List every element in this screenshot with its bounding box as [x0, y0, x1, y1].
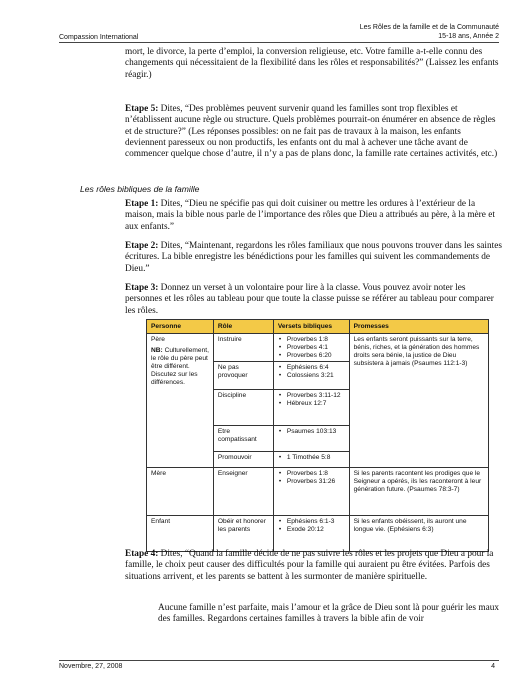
header-divider — [59, 42, 499, 43]
column-header: Versets bibliques — [273, 320, 349, 334]
step-text: Donnez un verset à un volontaire pour lire à la classe. Vous pouvez avoir noter les personnes et les rôles au tableau pour que toute la classe puisse se référer au tableau pour comparer les rôles. — [125, 283, 494, 316]
paragraph-step-3 — [125, 283, 503, 317]
verse-ref: • Proverbes 31:26 — [287, 478, 345, 486]
step-label: Etape 4: — [125, 549, 159, 559]
verse-ref: • Ephésiens 6:1-3 — [287, 518, 345, 526]
step-label: Etape 3: — [125, 283, 159, 293]
note-text: Culturellement, le rôle du père peut être différent. Discutez sur les différences. — [151, 347, 209, 386]
verse-ref: • Proverbes 6:20 — [287, 352, 345, 360]
role-item: Instruire — [217, 336, 242, 343]
table-header-row — [147, 320, 489, 334]
paragraph-intro: mort, le divorce, la perte d’emploi, la conversion religieuse, etc. Votre famille a-t-elle connu des changements qui nécessitaient de la flexibilité dans les rôles et responsabilités?” (Laissez les enfants réagir.) — [125, 47, 499, 80]
header-title: Les Rôles de la famille et de la Communauté — [359, 24, 499, 31]
role-item: Enseigner — [213, 468, 273, 516]
section-title: Les rôles bibliques de la famille — [80, 184, 200, 194]
person-name: Enfant — [147, 516, 214, 552]
column-header: Personne — [147, 320, 214, 334]
role-item: Obéir et honorer les parents — [213, 516, 273, 552]
step-text: Dites, “Dieu ne spécifie pas qui doit cuisiner ou mettre les ordures à l’extérieur de la maison, mais la bible nous parle de l’importance des rôles que Dieu a attribués au père, à la mère et aux enfants.” — [125, 199, 495, 232]
role-item: Ne pas provoquer — [214, 361, 273, 389]
table-row-mother — [147, 468, 489, 516]
step-label: Etape 2: — [125, 241, 159, 251]
promise-cell: Si les enfants obéissent, ils auront une longue vie. (Ephésiens 6:3) — [349, 516, 488, 552]
verse-group — [274, 361, 349, 389]
header-organization: Compassion International — [59, 34, 139, 41]
verse-ref: • Psaumes 103:13 — [287, 428, 345, 436]
column-header: Rôle — [213, 320, 273, 334]
role-item: Discipline — [214, 389, 273, 425]
table-row-father — [147, 334, 489, 468]
note-label: NB: — [151, 347, 163, 354]
verses-cell — [273, 468, 349, 516]
table-row-child — [147, 516, 489, 552]
verse-ref: • Proverbes 3:11-12 — [287, 392, 345, 400]
header-subtitle: 15-18 ans, Année 2 — [438, 33, 499, 40]
step-label: Etape 5: — [125, 104, 159, 114]
role-item: Promouvoir — [214, 451, 273, 465]
person-name: Mère — [147, 468, 214, 516]
verse-ref: • Colossiens 3:21 — [287, 372, 345, 380]
person-name: Père — [151, 336, 165, 343]
culture-note — [151, 347, 209, 387]
role-item: Etre compatissant — [214, 425, 273, 451]
verse-ref: • Proverbes 1:8 — [287, 336, 345, 344]
paragraph-step-2 — [125, 241, 503, 275]
verse-ref: • Proverbes 1:8 — [287, 470, 345, 478]
promise-cell: Les enfants seront puissants sur la terre, bénis, riches, et la génération des hommes droits sera bénie, la justice de Dieu subsistera à jamais (Psaumes 112:1-3) — [349, 334, 488, 468]
paragraph-closing: Aucune famille n’est parfaite, mais l’amour et la grâce de Dieu sont là pour guérir les maux des familles. Regardons certaines familles à travers la bible afin de voir — [158, 603, 500, 625]
paragraph-step-5 — [125, 104, 503, 160]
promise-cell: Si les parents racontent les prodiges que le Seigneur a opérés, ils les raconteront à leur génération future. (Psaumes 78:3-7) — [349, 468, 488, 516]
verse-ref: • 1 Timothée 5:8 — [287, 454, 345, 462]
step-text: Dites, “Quand la famille décide de ne pas suivre les rôles et les projets que Dieu a pour la famille, le choix peut causer des difficultés pour la famille qui auraient pu être évitées. Parfois des situations arrivent, et les parents se battent à les surmonter de manière spirituelle. — [125, 549, 494, 582]
verse-group — [274, 389, 349, 425]
verse-group — [274, 451, 349, 465]
roles-cell — [213, 334, 273, 468]
step-label: Etape 1: — [125, 199, 159, 209]
verse-group — [274, 336, 349, 361]
step-text: Dites, “Maintenant, regardons les rôles familiaux que nous pouvons trouver dans les saintes écritures. La bible enregistre les bénédictions pour les familles qui suivent les commandements de Dieu.” — [125, 241, 502, 274]
family-roles-table — [146, 319, 489, 552]
footer-divider — [59, 660, 499, 661]
verse-group — [274, 425, 349, 451]
person-cell — [147, 334, 214, 468]
paragraph-step-1 — [125, 199, 503, 233]
step-text: Dites, “Des problèmes peuvent survenir quand les familles sont trop flexibles et n’établissent aucune règle ou structure. Quels problèmes pourrait-on énumérer en absence de règles et de structure?” (Les réponses possibles: on ne fait pas de travaux à la maison, les enfants deviennent paresseux ou non productifs, les enfants ont du mal à achever une tâche avant de commencer quelque chose d’autre, il n’y a pas de plans donc, la famille rate certaines activités, etc.) — [125, 104, 498, 160]
verses-cell — [273, 334, 349, 468]
page-number: 4 — [491, 663, 495, 670]
verse-ref: • Hébreux 12:7 — [287, 400, 345, 408]
verse-ref: • Ephésiens 6:4 — [287, 364, 345, 372]
verses-cell — [273, 516, 349, 552]
footer-date: Novembre, 27, 2008 — [59, 663, 123, 670]
page-header-right — [360, 23, 499, 41]
verse-ref: • Proverbes 4:1 — [287, 344, 345, 352]
column-header: Promesses — [349, 320, 488, 334]
paragraph-step-4 — [125, 549, 503, 583]
verse-ref: • Exode 20:12 — [287, 526, 345, 534]
